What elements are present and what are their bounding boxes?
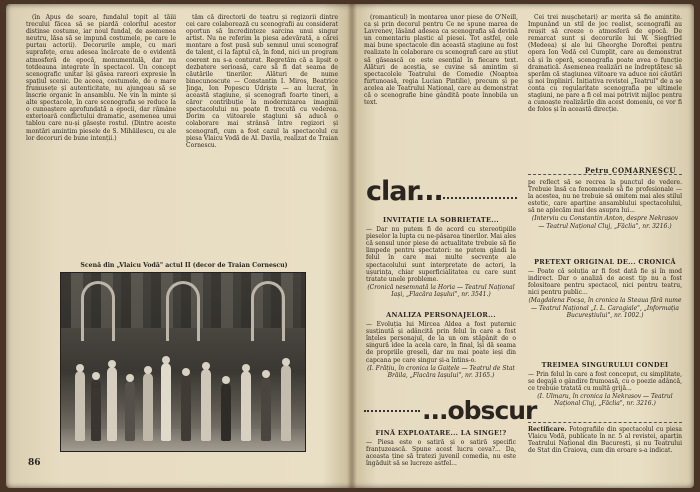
- photo-figure: [161, 363, 171, 441]
- errata-label: Rectificare.: [528, 426, 567, 433]
- section-body: — Prin felul în care a fost conceput, cu simplitate, se degajă o gândire frumoasă, cu o poezie adâncă, ce trebuie tratată cu multă grijă...: [528, 371, 682, 393]
- section-body: pe reflect să se recrea la punctul de vedere. Trebuie însă ca fenomenele să fie profesionale — la acestea, nu ne trebuie să omitem mai ales stilul estetic, care aparține ansamblului spectacolului, să ne aplecăm mai des asupra lui...: [528, 179, 682, 215]
- book-spread: [6, 4, 694, 488]
- stage-photo: [60, 272, 306, 452]
- photo-figure: [261, 377, 271, 441]
- photo-figure: [75, 371, 85, 441]
- author-signature: Petru COMARNESCU: [584, 166, 676, 175]
- book-spine: [347, 4, 357, 488]
- left-col2-text: tăm că directorii de teatru și regizorii dintre cei care colaborează cu scenografii au considerat oportun să încredințeze sarcina unui singur artist. Nu ne referim la piesa adevărată, a cărei montare a fost pusă sub semnul unui scenograf de talent, ci la faptul că, în fond, nici un program coerent nu s-a conturat. Regretăm că a lipsit o dezbatere serioasă, care să fi dat seama de căutările tinerilor. Alături de nume binecunoscute — Constantin I. Miros, Beatrice Jinga, Ion Popescu Udriște — au lucrat, în această stagiune, și scenografi foarte tineri, a căror contribuție la modernizarea imaginii spectacolului nu poate fi trecută cu vederea. Dorim ca viitoarele stagiuni să aducă o colaborare mai strânsă între regizori și scenografi, cum a fost cazul la spectacolul cu piesa Vlaicu Vodă de Al. Davila, realizat de Traian Cornescu.: [186, 14, 338, 149]
- right-page: [364, 14, 682, 476]
- dotted-rule: [439, 197, 517, 199]
- photo-arch: [81, 281, 115, 341]
- obscur-heading: ...obscur: [422, 396, 537, 425]
- section-title: INVITAȚIE LA SOBRIETATE...: [382, 216, 499, 224]
- photo-figure: [241, 371, 251, 441]
- right-column-1: [364, 14, 518, 164]
- photo-figure: [107, 367, 117, 441]
- review-section: [528, 362, 682, 408]
- right-col1-text: (romanticul) în montarea unor piese de O'Neill, ca și prin decorul pentru Ce ne spune marea de Lavrenev, lăsând adesea ca scenografia să devină un comentariu plastic al piesei. Tot astfel, cele mai bune spectacole din această stagiune au fost realizate în colaborare cu scenografi care au știut să găsească ce este esențial în fiecare text. Alături de aceștia, se cuvine să amintim și spectacolele Teatrului de Comedie (Noaptea furtunoasă, regia Lucian Pintilie), precum și pe acelea ale Teatrului Național, care au demonstrat că o scenografie bine gândită poate înnobila un text.: [364, 14, 518, 107]
- left-column-1: [26, 14, 176, 259]
- section-title: PRETEXT ORIGINAL DE... CRONICĂ: [534, 258, 676, 266]
- left-column-2: [186, 14, 338, 259]
- left-col1-text: (în Apus de soare, fundalul topit al tăiii trecului făcea să se piardă coloritul acestor distinse costume, iar noul fundal, de asemenea neutru, lăsa să se impună costumele, pe care le purtau actorii). Decorurile ample, cu mari suprafețe, erau adesea încărcate de o evidentă atmosferă de epocă, monumentală, dar nu totdeauna integrate în spectacol. Un concept scenografic unitar își găsea rareori expresie în spațiul scenic. De aceea, costumele, de o mare frumusețe și autenticitate, nu ajungeau să se înscrie organic în ansamblu. Ne vin în minte și alte spectacole, în care scenografia se reduce la o cunoaștere aprofundată a epocii, dar rămâne exterioară conflictului dramatic, asemenea unui tablou care nu-și găsește rostul. (Dintre aceste montări amintim piesele de S. Mihăilescu, cu ale lor decoruri de bune intenții.): [26, 14, 176, 142]
- section-title: FINĂ EXPLOATARE... LA SINGE!?: [375, 429, 507, 437]
- photo-caption: Scenă din „Vlaicu Vodă" actul II (decor de Traian Cornescu): [80, 262, 288, 269]
- section-body: — Piesa este o satiră și o satiră specific franțuzească. Spune acest lucru ceva?... Da, aceasta ține să tratezi juvenil comedia, nu este îngăduit să se lucreze astfel...: [366, 439, 516, 468]
- photo-figure: [221, 383, 231, 441]
- page-number: 86: [28, 458, 41, 468]
- dotted-rule: [364, 410, 420, 412]
- section-source: (Interviu cu Constantin Anton, despre Nekrasov — Teatrul Național Cluj, „Făclia", nr. 3216.): [531, 215, 679, 230]
- review-section: [366, 217, 516, 298]
- review-section: [528, 259, 682, 319]
- section-source: (Cronică nesemnată la Horia — Teatrul Național Iași, „Flacăra Iașului", nr. 3541.): [367, 283, 515, 298]
- section-body: — Poate că soluția ar fi fost dată fie și în mod indirect. Dar o analiză de acest tip nu a fost folositoare pentru spectacol, nici pentru teatru, nici pentru public...: [528, 268, 682, 297]
- left-page: [24, 14, 342, 476]
- right-col2-text: Cei trei mușchetari) ar merita să fie amintite. Impunând un stil de joc realist, scenografii au reușit să creeze o atmosferă de epocă. De remarcat sunt și decorurile lui W. Siegfried (Medeea) și ale lui Gheorghe Doroftei pentru opera Ion Vodă cel Cumplit, care au demonstrat că și în operă, scenografia poate avea o funcție dramatică. Asemenea realizări ne îndreptățesc să sperăm că stagiunea viitoare va aduce noi căutări și noi împliniri. Inițiativa revistei „Teatrul" de a se conta cu regularitate scenografia pe ultimele stagiuni, ne pare a fi cel mai potrivit mijloc pentru a cunoaște realizările din acest domeniu, ce vor fi de folos și în această direcție.: [528, 14, 682, 114]
- clar-heading: clar...: [366, 176, 443, 207]
- review-section: [366, 430, 516, 467]
- section-source: (I. Frățiu, în cronica la Gaițele — Teatrul de Stat Brăila, „Flacăra Iașului", nr. 3165.): [367, 364, 515, 379]
- section-title: ANALIZA PERSONAJELOR...: [386, 311, 496, 319]
- section-body: — Dar nu putem fi de acord cu stereotipiile pieselor la lupta cu ne-păsarea tinerilor. Mai ales că sensul unor piese de actualitate trebuie să fie limpede pentru spectatori: ne putem gândi la felul în care mai multe secvențe ale spectacolului sunt interpretate de actori, la ușurința, chiar superficialitatea cu care sunt tratate unele probleme.: [366, 226, 516, 283]
- section-source: (I. Ulmaru, în cronica la Nekrasov — Teatrul Național Cluj, „Făclia", nr. 3216.): [537, 393, 673, 408]
- divider: [528, 174, 682, 175]
- photo-figure: [181, 375, 191, 441]
- right-column-2: [528, 14, 682, 164]
- photo-arch: [251, 281, 285, 341]
- photo-figure: [91, 379, 101, 441]
- photo-figure: [125, 381, 135, 441]
- review-section: [528, 179, 682, 230]
- photo-figure: [143, 373, 153, 441]
- section-title: TREIMEA SINGURULUI CONDEI: [541, 361, 669, 369]
- section-body: — Evoluția lui Mircea Aldea a fost puternic susținută și adâncită prin felul în care a fost înțeles personajul, de la un om stăpânit de o singură idee la acela care, în final, își dă seama de propriile greșeli, dar nu mai poate ieși din capcana pe care singur și-a întins-o.: [366, 321, 516, 364]
- errata-text: Fotografiile din spectacolul cu piesa Vlaicu Vodă, publicate în nr. 5 al revistei, aparțin Teatrului Național din București, și nu Teatrului de Stat din Craiova, cum din eroare s-a indicat.: [528, 426, 682, 455]
- photo-arch: [166, 281, 200, 341]
- photo-figure: [201, 369, 211, 441]
- errata-note: [528, 422, 682, 454]
- section-source: (Magdalena Focșa, în cronica la Steaua fără nume — Teatrul Național „I. L. Caragiale", „Informația Bucureștiului", nr. 1002.): [528, 297, 682, 319]
- review-section: [366, 312, 516, 379]
- photo-figure: [281, 365, 291, 441]
